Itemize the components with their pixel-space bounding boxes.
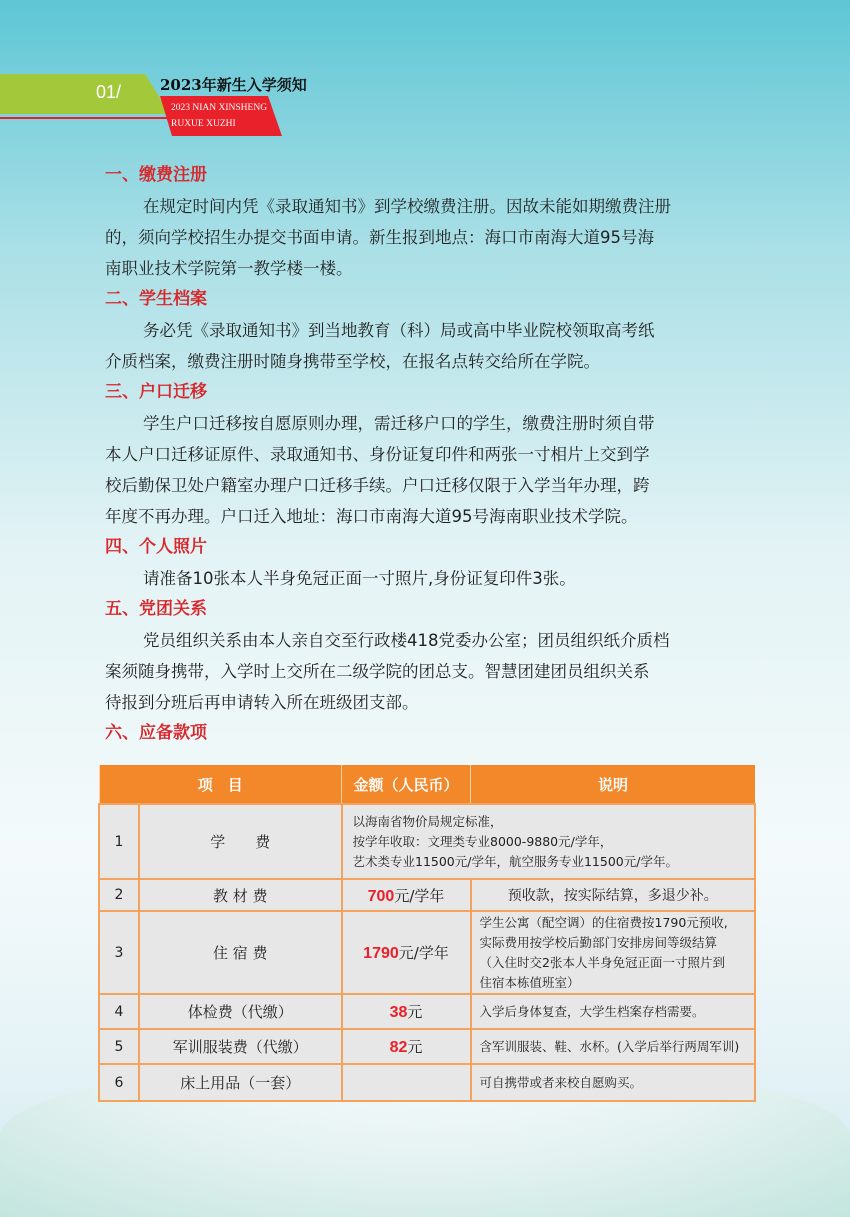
fee-note bbox=[471, 994, 756, 1029]
paragraph-line: 党员组织关系由本人亲自交至行政楼418党委办公室；团员组织纸介质档 bbox=[143, 631, 670, 650]
section-heading: 二、学生档案 bbox=[105, 289, 207, 309]
fee-note bbox=[471, 1029, 756, 1064]
fee-amount bbox=[342, 994, 471, 1029]
row-number: 2 bbox=[99, 879, 139, 911]
fee-note bbox=[471, 879, 756, 911]
note-line: 入学后身体复查，大学生档案存档需要。 bbox=[479, 1003, 705, 1019]
paragraph-line: 请准备10张本人半身免冠正面一寸照片,身份证复印件3张。 bbox=[143, 569, 576, 588]
table-row bbox=[99, 911, 755, 994]
divider bbox=[0, 117, 170, 119]
fee-amount bbox=[342, 879, 471, 911]
page-number: 01/ bbox=[96, 82, 122, 102]
paragraph-line: 校后勤保卫处户籍室办理户口迁移手续。户口迁移仅限于入学当年办理，跨 bbox=[105, 476, 650, 495]
col-amount: 金额（人民币） bbox=[342, 765, 471, 804]
note-line: 可自携带或者来校自愿购买。 bbox=[479, 1074, 643, 1090]
paragraph-line: 本人户口迁移证原件、录取通知书、身份证复印件和两张一寸相片上交到学 bbox=[105, 445, 650, 464]
paragraph-line: 学生户口迁移按自愿原则办理，需迁移户口的学生，缴费注册时须自带 bbox=[143, 414, 655, 433]
fee-item: 住 宿 费 bbox=[139, 911, 342, 994]
subtitle bbox=[171, 100, 267, 132]
table-row bbox=[99, 994, 755, 1029]
col-note: 说明 bbox=[471, 765, 756, 804]
fee-item: 体检费（代缴） bbox=[139, 994, 342, 1029]
fee-note bbox=[471, 1064, 756, 1101]
paragraph-line: 年度不再办理。户口迁入地址：海口市南海大道95号海南职业技术学院。 bbox=[105, 507, 638, 526]
fee-amount bbox=[342, 911, 471, 994]
paragraph-line: 南职业技术学院第一教学楼一楼。 bbox=[105, 259, 353, 278]
fee-amount bbox=[342, 1064, 471, 1101]
section-heading: 一、缴费注册 bbox=[105, 165, 207, 185]
paragraph-line: 待报到分班后再申请转入所在班级团支部。 bbox=[105, 693, 419, 712]
note-line: 住宿本栋值班室） bbox=[479, 974, 580, 990]
table-row bbox=[99, 1029, 755, 1064]
subtitle-line: 2023 NIAN XINSHENG bbox=[171, 103, 268, 113]
note-line: 艺术类专业11500元/学年，航空服务专业11500元/学年。 bbox=[352, 853, 678, 869]
paragraph-line: 案须随身携带，入学时上交所在二级学院的团总支。智慧团建团员组织关系 bbox=[105, 662, 650, 681]
note-line: （入住时交2张本人半身免冠正面一寸照片到 bbox=[479, 954, 725, 970]
table-row bbox=[99, 879, 755, 911]
col-item: 项 目 bbox=[99, 765, 342, 804]
section-heading: 三、户口迁移 bbox=[105, 382, 207, 402]
fee-note bbox=[471, 911, 756, 994]
subtitle-line: RUXUE XUZHI bbox=[171, 119, 236, 129]
green-banner bbox=[0, 74, 170, 114]
note-line: 实际费用按学校后勤部门安排房间等级结算 bbox=[479, 934, 718, 950]
note-line: 学生公寓（配空调）的住宿费按1790元预收, bbox=[479, 914, 728, 930]
note-line: 预收款，按实际结算，多退少补。 bbox=[507, 888, 718, 904]
fee-item: 学 费 bbox=[139, 804, 342, 879]
fee-amount bbox=[342, 1029, 471, 1064]
paragraph-line: 务必凭《录取通知书》到当地教育（科）局或高中毕业院校领取高考纸 bbox=[143, 321, 655, 340]
note-line: 以海南省物价局规定标准， bbox=[352, 813, 503, 829]
row-number: 6 bbox=[99, 1064, 139, 1101]
page-title: 2023年新生入学须知 bbox=[160, 76, 307, 94]
amount-unit: 元 bbox=[407, 1038, 423, 1056]
section-heading: 六、应备款项 bbox=[105, 723, 207, 743]
fee-note bbox=[342, 804, 756, 879]
table-row bbox=[99, 1064, 755, 1101]
paragraph-line: 介质档案，缴费注册时随身携带至学校，在报名点转交给所在学院。 bbox=[105, 352, 600, 371]
row-number: 5 bbox=[99, 1029, 139, 1064]
row-number: 1 bbox=[99, 804, 139, 879]
fee-table bbox=[98, 765, 756, 1102]
amount-unit: 元/学年 bbox=[394, 886, 445, 905]
note-line: 含军训服装、鞋、水杯。(入学后举行两周军训) bbox=[479, 1038, 740, 1054]
note-line: 按学年收取：文理类专业8000-9880元/学年， bbox=[352, 833, 613, 849]
notice-content bbox=[105, 160, 765, 749]
row-number: 4 bbox=[99, 994, 139, 1029]
section-heading: 四、个人照片 bbox=[105, 537, 207, 557]
table-row bbox=[99, 804, 755, 879]
amount-value: 700 bbox=[367, 887, 395, 905]
fee-item: 床上用品（一套） bbox=[139, 1064, 342, 1101]
paragraph-line: 的，须向学校招生办提交书面申请。新生报到地点：海口市南海大道95号海 bbox=[105, 228, 654, 247]
amount-value: 1790 bbox=[363, 945, 399, 962]
amount-value: 82 bbox=[389, 1039, 408, 1056]
row-number: 3 bbox=[99, 911, 139, 994]
fee-item: 军训服装费（代缴） bbox=[139, 1029, 342, 1064]
amount-value: 38 bbox=[389, 1004, 408, 1021]
section-heading: 五、党团关系 bbox=[105, 599, 207, 619]
amount-unit: 元/学年 bbox=[398, 944, 449, 962]
amount-unit: 元 bbox=[407, 1003, 423, 1021]
paragraph-line: 在规定时间内凭《录取通知书》到学校缴费注册。因故未能如期缴费注册 bbox=[143, 197, 671, 216]
fee-item: 教 材 费 bbox=[139, 879, 342, 911]
